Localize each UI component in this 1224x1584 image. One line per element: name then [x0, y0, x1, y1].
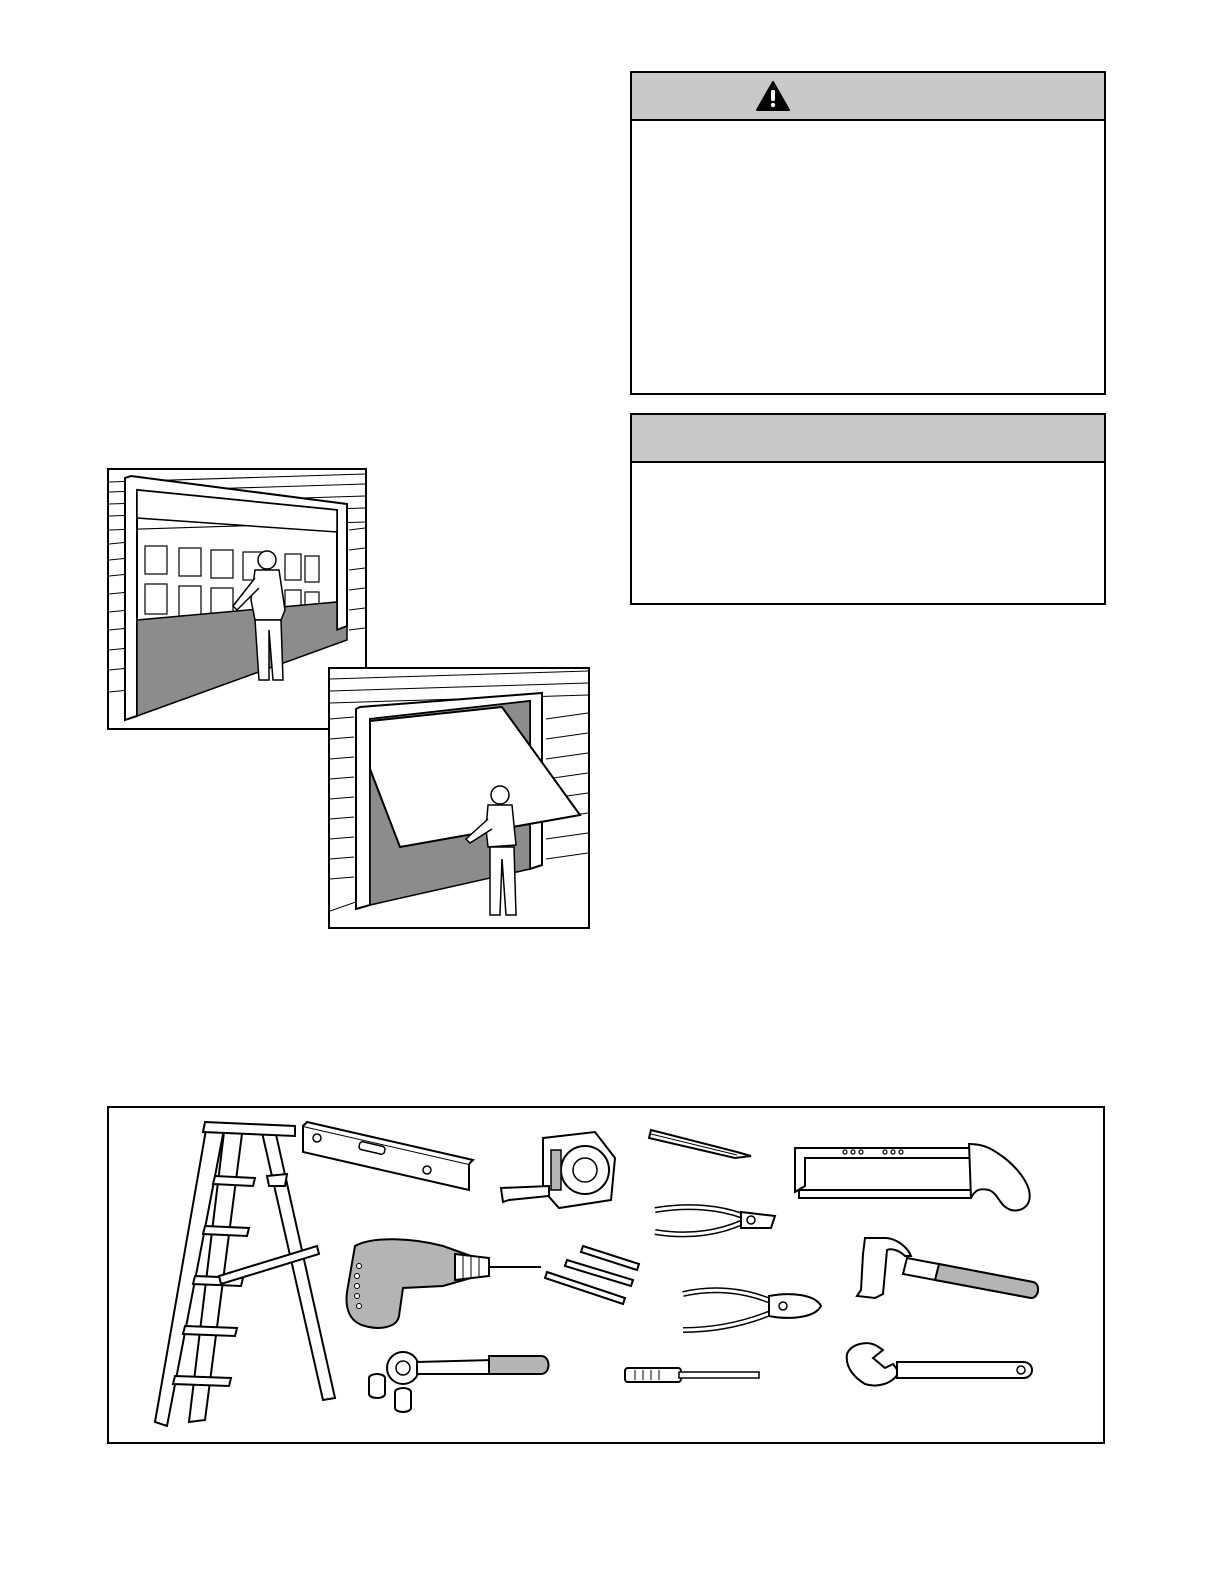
warning-triangle-icon	[756, 81, 790, 111]
tape-measure-icon	[499, 1130, 621, 1212]
hacksaw-icon	[789, 1140, 1035, 1214]
level-icon	[299, 1120, 475, 1196]
drill-bits-icon	[543, 1242, 643, 1308]
warning-box	[630, 71, 1106, 395]
hammer-icon	[851, 1234, 1041, 1308]
pliers-icon	[679, 1278, 825, 1336]
wire-cutters-icon	[651, 1198, 779, 1244]
notice-box	[630, 413, 1106, 605]
notice-header	[632, 415, 1104, 463]
pencil-icon	[645, 1124, 755, 1160]
drill-icon	[343, 1236, 543, 1332]
screwdriver-icon	[623, 1364, 763, 1386]
sockets-icon	[365, 1370, 425, 1418]
tools-panel	[107, 1106, 1105, 1444]
warning-header	[632, 73, 1104, 121]
adjustable-wrench-icon	[843, 1340, 1035, 1392]
one-piece-door-illustration	[328, 667, 590, 929]
